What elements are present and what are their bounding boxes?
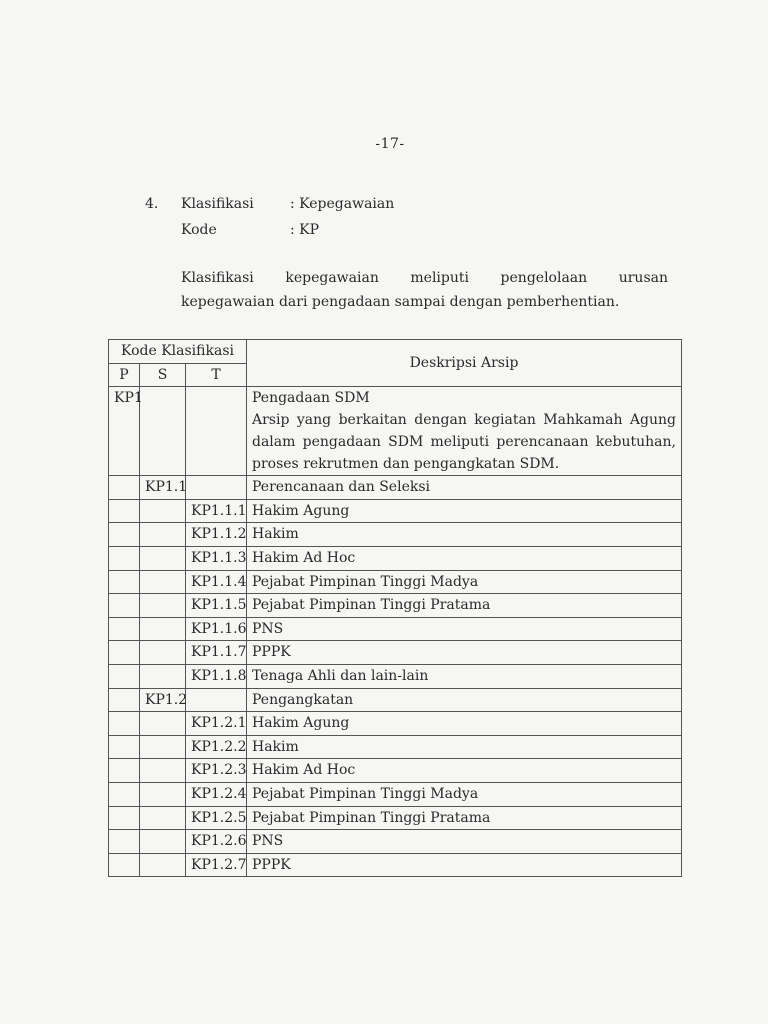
intro-line-2: kepegawaian dari pengadaan sampai dengan pemberhentian. — [181, 294, 620, 310]
code-t: KP1.1.8 — [186, 664, 247, 688]
section-number: 4. — [145, 196, 159, 212]
code-t — [186, 476, 247, 500]
description-cell: PNS — [247, 617, 682, 641]
code-s — [140, 387, 186, 476]
code-t: KP1.1.5 — [186, 594, 247, 618]
code-p — [109, 759, 140, 783]
description-cell: Hakim — [247, 523, 682, 547]
table-row — [109, 853, 682, 877]
description-cell: Perencanaan dan Seleksi — [247, 476, 682, 500]
header-deskripsi-arsip: Deskripsi Arsip — [247, 340, 682, 387]
code-t: KP1.1.7 — [186, 641, 247, 665]
table-row — [109, 570, 682, 594]
header-s: S — [140, 363, 186, 387]
kode-label: Kode — [181, 222, 217, 238]
code-t: KP1.2.2 — [186, 735, 247, 759]
code-s — [140, 759, 186, 783]
description-cell: Hakim Ad Hoc — [247, 546, 682, 570]
code-p — [109, 546, 140, 570]
table-row — [109, 712, 682, 736]
table-row — [109, 617, 682, 641]
header-p: P — [109, 363, 140, 387]
description-cell: Hakim Agung — [247, 499, 682, 523]
table-row — [109, 476, 682, 500]
code-t: KP1.1.2 — [186, 523, 247, 547]
table-row — [109, 594, 682, 618]
header-kode-klasifikasi: Kode Klasifikasi — [109, 340, 247, 364]
kode-value: : KP — [290, 222, 320, 238]
code-p — [109, 594, 140, 618]
code-p — [109, 617, 140, 641]
description-cell — [247, 387, 682, 476]
description-cell: Hakim — [247, 735, 682, 759]
code-t — [186, 688, 247, 712]
code-s — [140, 712, 186, 736]
description-cell: PPPK — [247, 853, 682, 877]
code-t: KP1.2.1 — [186, 712, 247, 736]
code-t: KP1.2.4 — [186, 782, 247, 806]
code-s: KP1.2 — [140, 688, 186, 712]
table-row — [109, 664, 682, 688]
code-t: KP1.2.3 — [186, 759, 247, 783]
description-cell: Pengangkatan — [247, 688, 682, 712]
code-s: KP1.1 — [140, 476, 186, 500]
code-p — [109, 782, 140, 806]
table-row — [109, 688, 682, 712]
code-s — [140, 735, 186, 759]
code-t: KP1.2.6 — [186, 830, 247, 854]
table-row — [109, 546, 682, 570]
table-row — [109, 499, 682, 523]
code-s — [140, 594, 186, 618]
table-row — [109, 782, 682, 806]
description-body: Arsip yang berkaitan dengan kegiatan Mahkamah Agung dalam pengadaan SDM meliputi perencanaan kebutuhan, proses rekrutmen dan pengangkatan SDM. — [252, 412, 676, 473]
table-row — [109, 759, 682, 783]
code-s — [140, 641, 186, 665]
intro-line-1: Klasifikasi kepegawaian meliputi pengelolaan urusan — [181, 270, 668, 286]
code-s — [140, 830, 186, 854]
code-t: KP1.1.1 — [186, 499, 247, 523]
archive-classification-table — [108, 339, 682, 877]
code-p — [109, 830, 140, 854]
description-cell: Hakim Ad Hoc — [247, 759, 682, 783]
code-p — [109, 476, 140, 500]
code-p — [109, 499, 140, 523]
code-s — [140, 853, 186, 877]
code-t: KP1.1.6 — [186, 617, 247, 641]
description-cell: Pejabat Pimpinan Tinggi Madya — [247, 782, 682, 806]
code-s — [140, 782, 186, 806]
description-cell: Pejabat Pimpinan Tinggi Pratama — [247, 806, 682, 830]
code-s — [140, 617, 186, 641]
code-p — [109, 664, 140, 688]
code-p — [109, 712, 140, 736]
code-s — [140, 523, 186, 547]
code-p — [109, 641, 140, 665]
code-t: KP1.2.7 — [186, 853, 247, 877]
code-p — [109, 688, 140, 712]
table-row — [109, 735, 682, 759]
code-s — [140, 664, 186, 688]
code-s — [140, 499, 186, 523]
code-p — [109, 806, 140, 830]
description-cell: Hakim Agung — [247, 712, 682, 736]
intro-paragraph — [181, 266, 668, 314]
code-t: KP1.2.5 — [186, 806, 247, 830]
code-t: KP1.1.3 — [186, 546, 247, 570]
klasifikasi-label: Klasifikasi — [181, 196, 254, 212]
code-t — [186, 387, 247, 476]
description-cell: Pejabat Pimpinan Tinggi Madya — [247, 570, 682, 594]
table-row — [109, 641, 682, 665]
code-t: KP1.1.4 — [186, 570, 247, 594]
klasifikasi-value: : Kepegawaian — [290, 196, 395, 212]
header-t: T — [186, 363, 247, 387]
code-p — [109, 570, 140, 594]
table-row — [109, 806, 682, 830]
description-cell: Pejabat Pimpinan Tinggi Pratama — [247, 594, 682, 618]
code-p — [109, 523, 140, 547]
description-cell: Tenaga Ahli dan lain-lain — [247, 664, 682, 688]
description-cell: PNS — [247, 830, 682, 854]
description-title: Pengadaan SDM — [252, 390, 370, 407]
page-number: -17- — [375, 136, 405, 152]
code-p — [109, 853, 140, 877]
description-cell: PPPK — [247, 641, 682, 665]
code-p: KP1 — [109, 387, 140, 476]
code-s — [140, 546, 186, 570]
code-p — [109, 735, 140, 759]
table-row — [109, 830, 682, 854]
code-s — [140, 570, 186, 594]
table-row — [109, 387, 682, 476]
code-s — [140, 806, 186, 830]
table-row — [109, 523, 682, 547]
